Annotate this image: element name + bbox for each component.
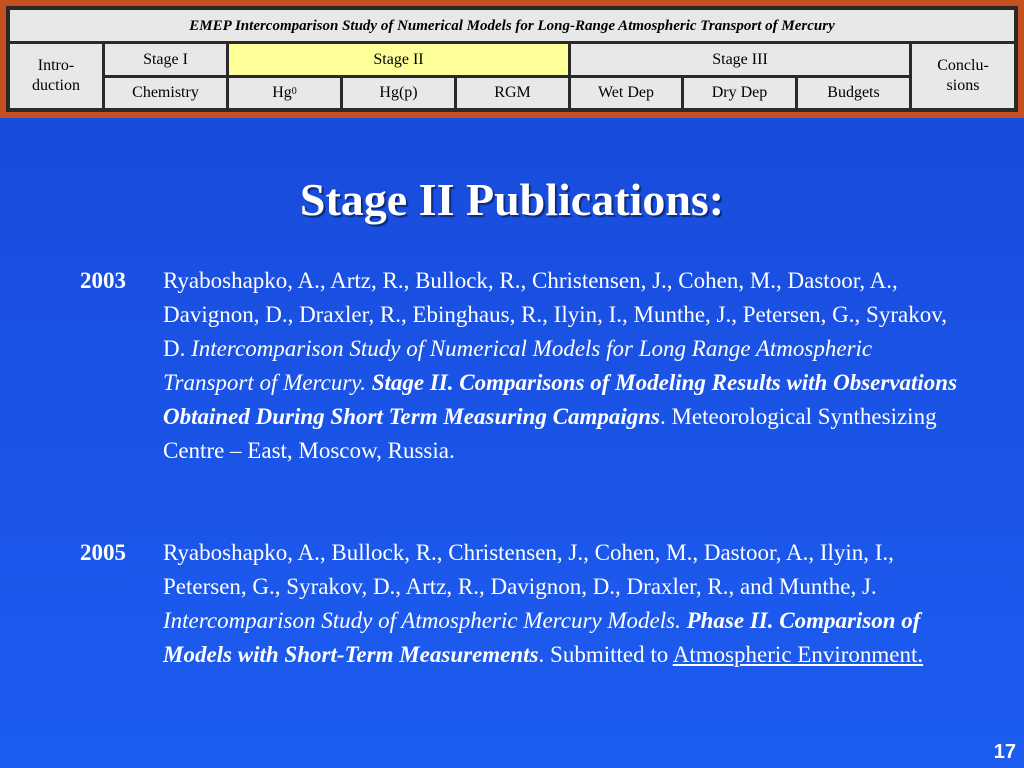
nav-dry-dep[interactable]: Dry Dep [684, 78, 795, 108]
nav-introduction[interactable]: Intro- duction [10, 44, 102, 108]
nav-stage-3[interactable]: Stage III [571, 44, 909, 75]
journal-link[interactable]: Atmospheric Environment. [672, 642, 924, 667]
publication-year: 2003 [80, 268, 126, 293]
publication-authors: Ryaboshapko, A., Bullock, R., Christensen, J., Cohen, M., Dastoor, A., Ilyin, I., Petersen, G., Syrakov, D., Artz, R., Davignon, D., Draxler, R., and Munthe, J. [163, 540, 894, 599]
publication-citation [163, 264, 963, 468]
publication-citation [163, 536, 963, 672]
nav-hg0[interactable]: Hg $^0$ [229, 78, 340, 108]
slide-title: Stage II Publications: [299, 174, 725, 225]
navigation-grid [6, 6, 1018, 112]
publication-year: 2005 [80, 540, 126, 565]
nav-hg-p[interactable]: Hg(p) [343, 78, 454, 108]
nav-budgets[interactable]: Budgets [798, 78, 909, 108]
nav-chemistry[interactable]: Chemistry [105, 78, 226, 108]
publication-authors: Ryaboshapko, A., Artz, R., Bullock, R., Christensen, J., Cohen, M., Dastoor, A., Davignon, D., Draxler, R., Ebinghaus, R., Ilyin, I., Munthe, J., Petersen, G., Syrakov, D. [163, 268, 947, 361]
publication-title: Intercomparison Study of Atmospheric Mercury Models. [163, 608, 681, 633]
navigation-header [0, 0, 1024, 118]
nav-rgm[interactable]: RGM [457, 78, 568, 108]
nav-conclusions[interactable]: Conclu- sions [912, 44, 1014, 108]
publication-subtitle: Phase II. Comparison of Models with Short-Term Measurements [163, 608, 921, 667]
presentation-title: EMEP Intercomparison Study of Numerical Models for Long-Range Atmospheric Transport of Mercury [10, 10, 1014, 41]
nav-wet-dep[interactable]: Wet Dep [571, 78, 681, 108]
page-number: 17 [993, 741, 1016, 763]
publication-source: . Submitted to [538, 642, 669, 667]
hg0-label: Hg [272, 84, 292, 101]
publication-title: Intercomparison Study of Numerical Models for Long Range Atmospheric Transport of Mercury. [163, 336, 873, 395]
publication-subtitle: Stage II. Comparisons of Modeling Results with Observations Obtained During Short Term Measuring Campaigns [163, 370, 958, 429]
publication-source: . Meteorological Synthesizing Centre – East, Moscow, Russia. [163, 404, 937, 463]
nav-stage-2[interactable]: Stage II [229, 44, 568, 75]
nav-stage-1[interactable]: Stage I [105, 44, 226, 75]
